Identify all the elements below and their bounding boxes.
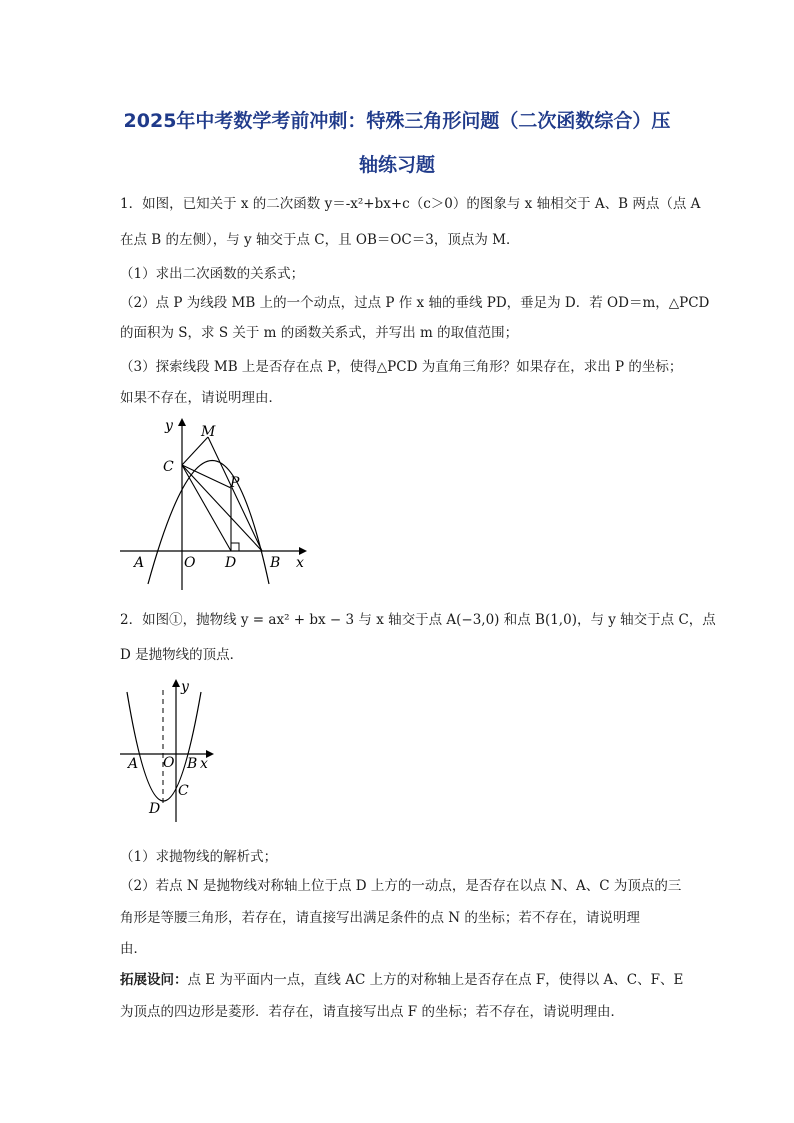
- label-A: A: [128, 756, 139, 772]
- segment-CB: [182, 465, 262, 551]
- problem1-line: （2）点 P 为线段 MB 上的一个动点，过点 P 作 x 轴的垂线 PD，垂足为 D．若 OD＝m，△PCD: [120, 295, 710, 311]
- problem1-line: 的面积为 S，求 S 关于 m 的函数关系式，并写出 m 的取值范围；: [120, 325, 519, 341]
- parabola-curve: [148, 461, 269, 585]
- extension-line: 为顶点的四边形是菱形．若存在，请直接写出点 F 的坐标；若不存在，请说明理由．: [120, 1004, 624, 1020]
- problem1-line: （1）求出二次函数的关系式；: [120, 266, 305, 282]
- problem2-line: D 是抛物线的顶点．: [120, 647, 244, 663]
- label-x: x: [200, 756, 208, 772]
- label-B: B: [270, 555, 281, 571]
- label-y: y: [165, 418, 173, 434]
- extension-label: 拓展设问：: [120, 972, 188, 988]
- label-P: P: [230, 475, 240, 491]
- problem1-line: （3）探索线段 MB 上是否存在点 P，使得△PCD 为直角三角形？如果存在，求出 P 的坐标；: [120, 359, 683, 375]
- label-C: C: [163, 459, 174, 475]
- label-D: D: [149, 801, 161, 817]
- y-axis-arrow: [178, 418, 186, 426]
- problem2-line: 2．如图①，抛物线 y = ax² + bx − 3 与 x 轴交于点 A(−3,0) 和点 B(1,0)，与 y 轴交于点 C，点: [120, 612, 716, 628]
- figure-1-parabola: [118, 412, 318, 592]
- segment-CM: [182, 437, 208, 465]
- problem1-line: 1．如图，已知关于 x 的二次函数 y＝-x²+bx+c（c＞0）的图象与 x 轴相交于 A、B 两点（点 A: [120, 196, 701, 212]
- label-y: y: [181, 679, 189, 695]
- problem2-part: 由．: [120, 941, 147, 957]
- label-B: B: [187, 756, 198, 772]
- label-O: O: [184, 555, 196, 571]
- label-x: x: [296, 555, 304, 571]
- page-title-line2: 轴练习题: [358, 154, 435, 176]
- label-D: D: [225, 555, 237, 571]
- problem2-part: （2）若点 N 是抛物线对称轴上位于点 D 上方的一动点，是否存在以点 N、A、C 为顶点的三: [120, 878, 682, 894]
- problem1-line: 如果不存在，请说明理由．: [120, 390, 282, 406]
- label-O: O: [163, 755, 175, 771]
- figure-2-parabola: [118, 672, 218, 827]
- parabola-curve: [127, 692, 201, 801]
- label-A: A: [134, 555, 145, 571]
- segment-CD: [182, 465, 231, 551]
- label-C: C: [178, 783, 189, 799]
- extension-line: [120, 968, 683, 988]
- problem2-part: （1）求抛物线的解析式；: [120, 849, 278, 865]
- label-M: M: [201, 424, 216, 440]
- right-angle-mark: [231, 543, 239, 551]
- problem2-part: 角形是等腰三角形，若存在，请直接写出满足条件的点 N 的坐标；若不存在，请说明理: [120, 910, 640, 926]
- segment-MB: [208, 437, 262, 551]
- x-axis-arrow: [299, 547, 307, 555]
- extension-text: 点 E 为平面内一点，直线 AC 上方的对称轴上是否存在点 F，使得以 A、C、F、E: [187, 972, 684, 988]
- page-title-line1: 2025年中考数学考前冲刺：特殊三角形问题（二次函数综合）压: [123, 110, 671, 132]
- problem1-line: 在点 B 的左侧），与 y 轴交于点 C，且 OB＝OC＝3，顶点为 M．: [120, 232, 520, 248]
- y-axis-arrow: [172, 679, 180, 687]
